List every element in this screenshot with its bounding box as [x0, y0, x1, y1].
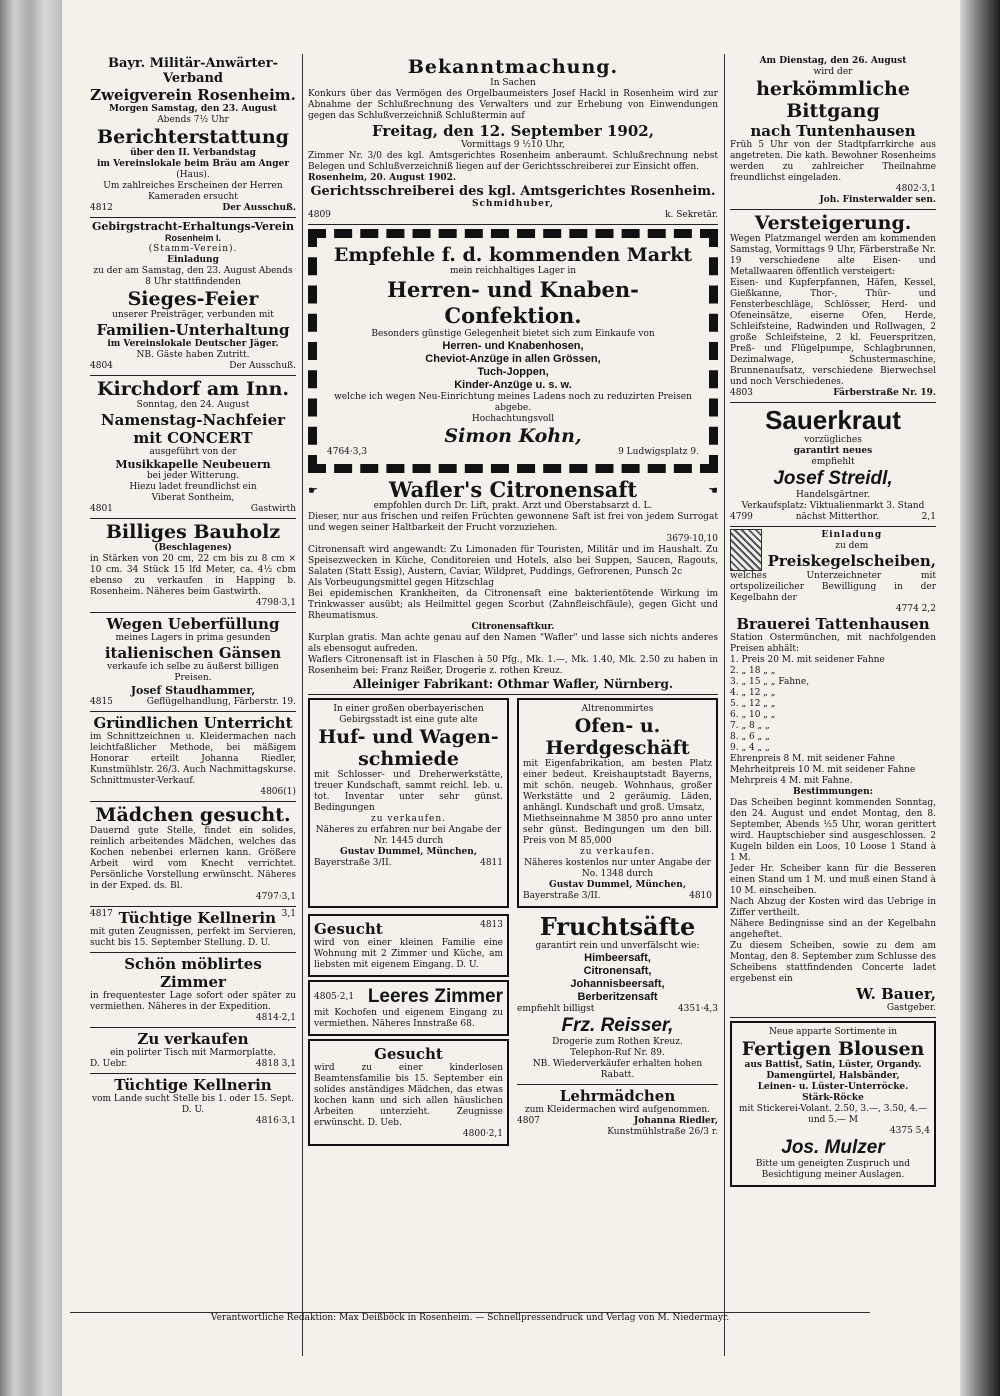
row-gustav-dummel [308, 695, 718, 911]
ad-militaer-verband: Bayr. Militär-Anwärter-Verband Zweigverein Rosenheim. Morgen Samstag, den 23. August Abends 7½ Uhr Berichterstattung über den II. Verbandstag im Vereinslokale beim Bräu am Anger (Haus). Um zahlreiches Erscheinen der Herren Kameraden ersucht 4812 Der Ausschuß. [90, 54, 296, 218]
page-edge-right [960, 0, 1000, 1396]
column-left [90, 54, 296, 1130]
row-small-ads [308, 911, 718, 1149]
ad-verkaufen: Zu verkaufen ein polirter Tisch mit Marmorplatte. D. Uebr. 4818 3,1 [90, 1028, 296, 1074]
ad-maedchen-gesucht: Mädchen gesucht. Dauernd gute Stelle, findet ein solides, reinlich arbeitendes Mädchen, welches das Kochen nebenbei erlernen kann. Größere Arbeit wird vom Knecht verrichtet. Persönliche Vorstellung erwünscht. Näheres in der Exped. ds. Bl. 4797·3,1 [90, 802, 296, 907]
pointing-hand-icon: ☚ [708, 483, 718, 497]
ad-gebirgstracht: Gebirgstracht-Erhaltungs-Verein Rosenheim I. (Stamm-Verein). Einladung zu der am Samstag, den 23. August Abends 8 Uhr stattfindenden Sieges-Feier unserer Preisträger, verbunden mit Familien-Unterhaltung im Vereinslokale Deutscher Jäger. NB. Gäste haben Zutritt. 4804 Der Ausschuß. [90, 218, 296, 376]
bowling-illustration [730, 529, 762, 571]
column-rule [302, 54, 303, 1356]
ad-kellnerin-2: Tüchtige Kellnerin vom Lande sucht Stelle bis 1. oder 15. Sept. D. U. 4816·3,1 [92, 1076, 296, 1126]
ad-lehrmaedchen: Lehrmädchen zum Kleidermachen wird aufgenommen. 4807 Johanna Riedler, Kunstmühlstraße 26/3 r. [517, 1087, 718, 1137]
ad-unterricht: Gründlichen Unterricht im Schnittzeichnen u. Kleidermachen nach leichtfaßlicher Methode, bei mäßigem Honorar erteilt Johanna Riedler, Kunstmühlstr. 26/3. Auch Nachmittagskurse. Schnittmuster-Verkauf. 4806(1) [90, 712, 296, 802]
imprint-footer: Verantwortliche Redaktion: Max Deißböck in Rosenheim. — Schnellpressendruck und Verlag von M. Niedermayr. [70, 1312, 870, 1324]
column-small-ads-right [517, 911, 718, 1149]
pointing-hand-icon: ☛ [308, 483, 318, 497]
ad-bittgang: Am Dienstag, den 26. August wird der herkömmliche Bittgang nach Tuntenhausen Früh 5 Uhr von der Stadtpfarrkirche aus angetreten. Die kath. Bewohner Rosenheims werden zu zahlreicher Theilnahme freundlichst eingeladen. 4802·3,1 Joh. Finsterwalder sen. [730, 54, 936, 210]
page-edge-left [0, 0, 62, 1396]
column-right [730, 54, 936, 1190]
ad-blousen: Neue apparte Sortimente in Fertigen Blousen aus Battist, Satin, Lüster, Organdy. Damengürtel, Halsbänder, Leinen- u. Lüster-Unterröcke. Stärk-Röcke mit Stickerei-Volant. 2.50, 3.—, 3.50, 4.— und 5.— M 4375 5,4 Jos. Mulzer Bitte um geneigten Zuspruch und Besichtigung meiner Auslagen. [730, 1021, 936, 1187]
ad-sauerkraut: Sauerkraut vorzügliches garantirt neues empfiehlt Josef Streidl, Handelsgärtner. Verkaufsplatz: Viktualienmarkt 3. Stand 4799 nächst Mitterthor. 2,1 [730, 403, 936, 527]
ad-kirchdorf: Kirchdorf am Inn. Sonntag, den 24. August Namenstag-Nachfeier mit CONCERT ausgeführt von der Musikkapelle Neubeuern bei jeder Witterung. Hiezu ladet freundlichst ein Viberat Sontheim, 4801 Gastwirth [90, 376, 296, 519]
ad-maedchen-beamtenfamilie: Gesucht wird zu einer kinderlosen Beamtensfamilie bis 15. September ein solides anständiges Mädchen, das etwas kochen kann und sich allen häuslichen Arbeiten unterzieht. Zeugnisse erwünscht. D. Ueb. 4800·2,1 [308, 1039, 509, 1146]
ad-bekanntmachung: Bekanntmachung. In Sachen Konkurs über das Vermögen des Orgelbaumeisters Josef Hackl in Rosenheim wird zur Abnahme der Schlußrechnung des Verwalters und zur Erhebung von Einwendungen gegen das Schlußverzeichniß Schlußtermin auf Freitag, den 12. September 1902, Vormittags 9 ½10 Uhr, Zimmer Nr. 3/0 des kgl. Amtsgerichtes Rosenheim anberaumt. Schlußrechnung nebst Belegen und Schlußverzeichniß liegen auf der Gerichtsschreiberei zur Einsicht offen. Rosenheim, 20. August 1902. Gerichtsschreiberei des kgl. Amtsgerichtes Rosenheim. Schmidhuber, 4809 k. Sekretär. [308, 54, 718, 225]
column-middle [308, 54, 718, 1149]
ad-leeres-zimmer: 4805·2,1 Leeres Zimmer mit Kochofen und eigenem Eingang zu vermiethen. Näheres Innstraße 68. [308, 980, 509, 1036]
ad-wohnung-gesucht: Gesucht 4813 wird von einer kleinen Familie eine Wohnung mit 2 Zimmer und Küche, am liebsten mit eigenem Eingang. D. U. [308, 914, 509, 977]
ad-preiskegelscheiben: Einladung zu dem Preiskegelscheiben, welches Unterzeichneter mit ortspolizeilicher Bewilligung in der Kegelbahn der 4774 2,2 Brauerei Tattenhausen Station Ostermünchen, mit nachfolgenden Preisen abhält: 1. Preis 20 M. mit seidener Fahne 2. „ 18 „ „ 3. „ 15 „ „ Fahne, 4. „ 12 „ „ 5. „ 12 „ „ 6. „ 10 „ „ 7. „ 8 „ „ 8. „ 6 „ „ 9. „ 4 „ „ Ehrenpreis 8 M. mit seidener Fahne Mehrheitpreis 10 M. mit seidener Fahne Mehrpreis 4 M. mit Fahne. Bestimmungen: Das Scheiben beginnt kommenden Sonntag, den 24. August und endet Montag, den 8. September, Abends ½5 Uhr, woran gerittert wird. Hauptschieber sind ausgeschlossen. 2 Kugeln bilden ein Loos, 10 Loose 1 Stand à 1 M. Jeder Hr. Scheiber kann für die Besseren einen Stand um 1 M. und muß einen Stand à 10 M. einscheiben. Nach Abzug der Kosten wird das Uebrige in Ziffer vertheilt. Nähere Bedingnisse sind an der Kegelbahn angeheftet. Zu diesem Scheiben, sowie zu dem am Montag, den 8. September zum Schlusse des Scheibens stattfindenden Concerte ladet ergebenst ein W. Bauer, Gastgeber. [730, 527, 936, 1018]
ad-simon-kohn: Empfehle f. d. kommenden Markt mein reichhaltiges Lager in Herren- und Knaben-Confektion. Besonders günstige Gelegenheit bietet sich zum Einkaufe von Herren- und Knabenhosen, Cheviot-Anzüge in allen Grössen, Tuch-Joppen, Kinder-Anzüge u. s. w. welche ich wegen Neu-Einrichtung meines Ladens noch zu reduzirten Preisen abgebe. Hochachtungsvoll Simon Kohn, 4764·3,3 9 Ludwigsplatz 9. [308, 229, 718, 473]
column-rule [724, 54, 725, 1356]
newspaper-page [72, 30, 944, 1366]
ad-zimmer: Schön möblirtes Zimmer in frequentester Lage sofort oder später zu vermiethen. Näheres in der Expedition. 4814·2,1 [90, 953, 296, 1028]
ad-versteigerung: Versteigerung. Wegen Platzmangel werden am kommenden Samstag, Vormittags 9 Uhr, Färberstraße Nr. 19 verschiedene alte Eisen- und Metallwaaren öffentlich versteigert: Eisen- und Kupferpfannen, Häfen, Kessel, Gießkanne, Thor-, Thür- und Fensterbeschläge, Schlösser, Herd- und Ofeneinsätze, eiserne Ofen, Herde, Schleifsteine, Radwinden und Rollwagen, 2 große Schleifsteine, 2 kl. Feuerspritzen, Preß- und Flügelpumpe, Schlagbrunnen, Dezimalwage, Schustermaschine, Brunnenaufsatz, verschiedene Bierwechsel und noch Verschiedenes. 4803 Färberstraße Nr. 19. [730, 210, 936, 403]
ad-wafler-citronensaft: ☛ Wafler's Citronensaft ☚ empfohlen durch Dr. Lift, prakt. Arzt und Oberstabsarzt d. L. Dieser, nur aus frischen und reifen Früchten gewonnene Saft ist frei von jedem Surrogat und wegen seiner Haltbarkeit der Frucht vorzuziehen. 3679·10,10 Citronensaft wird angewandt: Zu Limonaden für Touristen, Militär und im Haushalt. Zu Speisezwecken in Küche, Conditoreien und Hotels, also bei Suppen, Saucen, Ragouts, Salaten (Statt Essig), Austern, Caviar, Wildpret, Puddings, Gefrorenen, Punsch 2c Als Vorbeugungsmittel gegen Hitzschlag Bei epidemischen Krankheiten, da Citronensaft eine bakterientötende Wirkung im Trinkwasser ausübt; als Heilmittel gegen Scorbut (Zahnfleischfäule), gegen Gicht und Rheumatismus. Citronensaftkur. Kurplan gratis. Man achte genau auf den Namen "Wafler" und lasse sich nichts anderes als ebensogut aufreden. Waflers Citronensaft ist in Flaschen à 50 Pfg., Mk. 1.—, Mk. 1.40, Mk. 2.50 zu haben in Rosenheim bei: Franz Reißer, Drogerie z. rothen Kreuz. Alleiniger Fabrikant: Othmar Wafler, Nürnberg. [308, 477, 718, 695]
ad-bauholz: Billiges Bauholz (Beschlagenes) in Stärken von 20 cm, 22 cm bis zu 8 cm × 10 cm. 34 Stück 15 lfd Meter, ca. 4½ cbm ebenso zu verkaufen in Happing b. Rosenheim. Näheres beim Gastwirth. 4798·3,1 [90, 519, 296, 613]
ad-hufschmiede: In einer großen oberbayerischen Gebirgsstadt ist eine gute alte Huf- und Wagen-schmiede mit Schlosser- und Dreherwerkstätte, treuer Kundschaft, sammt reichl. leb. u. tot. Inventar unter sehr günst. Bedingungen zu verkaufen. Näheres zu erfahren nur bei Angabe der Nr. 1445 durch Gustav Dummel, München, Bayerstraße 3/II. 4811 [308, 698, 509, 908]
ad-gaense: Wegen Ueberfüllung meines Lagers in prima gesunden italienischen Gänsen verkaufe ich selbe zu äußerst billigen Preisen. Josef Staudhammer, 4815 Geflügelhandlung, Färberstr. 19. [90, 613, 296, 712]
ad-kellnerin-1: 4817 Tüchtige Kellnerin 3,1 mit guten Zeugnissen, perfekt im Servieren, sucht bis 15. September Stellung. D. U. [90, 907, 296, 953]
ad-ofengeschaeft: Altrenommirtes Ofen- u. Herdgeschäft mit Eigenfabrikation, am besten Platz einer bedeut. Kreishauptstadt Bayerns, mit schön. neugeb. Wohnhaus, großer Werkstätte und 2 geräumig. Läden, anhängl. Kundschaft und groß. Umsatz, Miethseinnahme M 3850 pro anno unter sehr günst. Bedingungen um den bill. Preis von M 85,000 zu verkaufen. Näheres kostenlos nur unter Angabe der No. 1348 durch Gustav Dummel, München, Bayerstraße 3/II. 4810 [517, 698, 718, 908]
ad-fruchtsaefte: Fruchtsäfte garantirt rein und unverfälscht wie: Himbeersaft, Citronensaft, Johannisbeersaft, Berberitzensaft empfiehlt billigst 4351·4,3 Frz. Reisser, Drogerie zum Rothen Kreuz. Telephon-Ruf Nr. 89. NB. Wiederverkäufer erhalten hohen Rabatt. [517, 911, 718, 1085]
prize-list: 1. Preis 20 M. mit seidener Fahne 2. „ 18 „ „ 3. „ 15 „ „ Fahne, 4. „ 12 „ „ 5. „ 12 „ „ 6. „ 10 „ „ 7. „ 8 „ „ 8. „ 6 „ „ 9. „ 4 „ „ [730, 655, 885, 753]
column-small-ads-left [308, 911, 509, 1149]
